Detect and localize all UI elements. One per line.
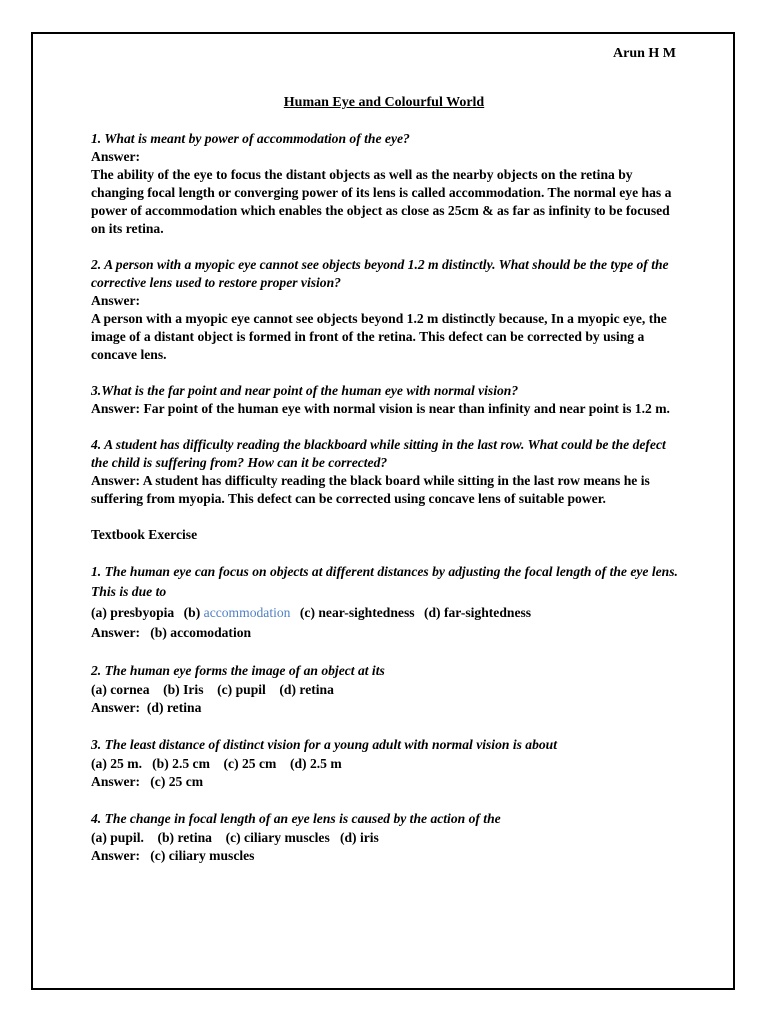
section-heading: Textbook Exercise: [91, 527, 198, 542]
answer-text: A person with a myopic eye cannot see objects beyond 1.2 m distinctly because, In a myopic eye, the image of a distant object is formed in front of the retina. This defect can be corrected by using a concave lens.: [91, 311, 667, 362]
qa-item-2: [91, 256, 681, 364]
question-text: 3. The least distance of distinct vision for a young adult with normal vision is about: [91, 737, 558, 752]
answer-text: Answer: Far point of the human eye with normal vision is near than infinity and near point is 1.2 m.: [91, 401, 670, 416]
exercise-item-2: [91, 661, 681, 717]
options-line: [91, 602, 681, 623]
answer-text: Answer: (d) retina: [91, 700, 202, 715]
options-line: (a) cornea (b) Iris (c) pupil (d) retina: [91, 682, 334, 697]
question-text: 1. What is meant by power of accommodation of the eye?: [91, 131, 410, 146]
question-text: 2. A person with a myopic eye cannot see objects beyond 1.2 m distinctly. What should be the type of the corrective lens used to restore proper vision?: [91, 257, 669, 290]
answer-text: Answer: (c) ciliary muscles: [91, 848, 255, 863]
question-text: 3.What is the far point and near point of the human eye with normal vision?: [91, 383, 519, 398]
answer-text: The ability of the eye to focus the distant objects as well as the nearby objects on the retina by changing focal length or converging power of its lens is called accommodation. The normal eye has a power of accommodation which enables the object as close as 25cm & as far as infinity to be focused on its retina.: [91, 167, 672, 236]
qa-item-3: [91, 382, 681, 418]
author-name: Arun H M: [613, 46, 676, 61]
options-line: (a) 25 m. (b) 2.5 cm (c) 25 cm (d) 2.5 m: [91, 756, 342, 771]
exercise-item-3: [91, 735, 681, 791]
answer-text: Answer: A student has difficulty reading the black board while sitting in the last row means he is suffering from myopia. This defect can be corrected using concave lens of suitable power.: [91, 473, 650, 506]
document-title: Human Eye and Colourful World: [283, 95, 485, 110]
exercise-item-4: [91, 809, 681, 865]
option-a: (a) presbyopia: [91, 605, 175, 620]
option-c: (c) near-sightedness: [299, 605, 415, 620]
document-body: [91, 130, 681, 883]
answer-label: Answer:: [91, 149, 141, 164]
exercise-item-1: [91, 562, 681, 643]
option-b-prefix: (b): [183, 605, 201, 620]
qa-item-1: [91, 130, 681, 238]
question-text: 4. A student has difficulty reading the blackboard while sitting in the last row. What could be the defect the child is suffering from? How can it be corrected?: [91, 437, 666, 470]
answer-text: Answer: (c) 25 cm: [91, 774, 204, 789]
option-b-highlight: accommodation: [203, 605, 291, 620]
question-text: 2. The human eye forms the image of an object at its: [91, 663, 385, 678]
qa-item-4: [91, 436, 681, 508]
question-text: 1. The human eye can focus on objects at different distances by adjusting the focal length of the eye lens. This is due to: [91, 564, 678, 599]
option-d: (d) far-sightedness: [423, 605, 532, 620]
answer-text: Answer: (b) accomodation: [91, 625, 252, 640]
answer-label: Answer:: [91, 293, 141, 308]
options-line: (a) pupil. (b) retina (c) ciliary muscles (d) iris: [91, 830, 379, 845]
question-text: 4. The change in focal length of an eye lens is caused by the action of the: [91, 811, 501, 826]
